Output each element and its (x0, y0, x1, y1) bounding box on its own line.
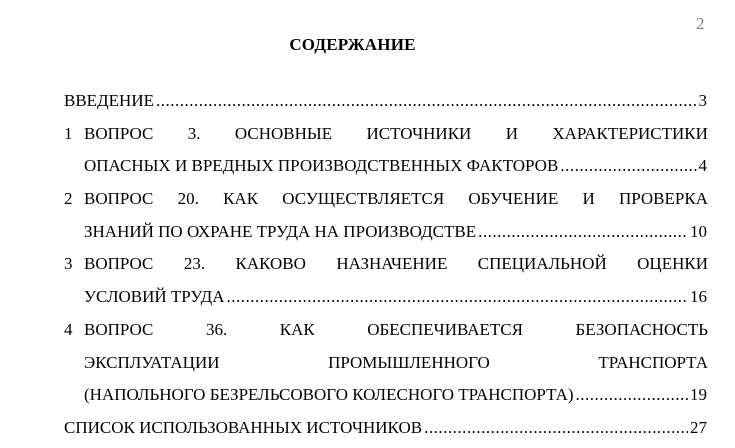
word: 3. (187, 123, 201, 143)
word: НАЗНАЧЕНИЕ (336, 254, 448, 274)
word: ВОПРОС (84, 123, 154, 143)
word: КАК (279, 319, 315, 339)
dot-leader (227, 284, 688, 310)
toc-entry-text (84, 251, 708, 277)
word: ОБЕСПЕЧИВАЕТСЯ (367, 319, 523, 339)
word: И (582, 189, 595, 209)
toc-entry-2-line-1[interactable] (64, 186, 707, 219)
dot-leader (576, 382, 688, 408)
word: ВОПРОС (84, 189, 154, 209)
dot-leader (478, 219, 688, 245)
word: ИСТОЧНИКИ (366, 123, 472, 143)
toc-entry-page: 3 (698, 91, 707, 110)
word: 23. (183, 254, 206, 274)
word: ВОПРОС (84, 254, 154, 274)
word: ПРОМЫШЛЕННОГО (328, 352, 490, 372)
toc-entry-4-line-1[interactable] (64, 317, 707, 350)
toc-entry-number: 2 (64, 189, 73, 209)
word: ЭКСПЛУАТАЦИИ (84, 352, 220, 372)
toc-entry-references[interactable] (64, 415, 707, 448)
toc-entry-text (84, 317, 708, 343)
word: ВОПРОС (84, 319, 154, 339)
dot-leader (560, 153, 696, 179)
toc-entry-text (84, 350, 708, 376)
toc-entry-3-line-2[interactable] (64, 284, 707, 317)
toc-entry-4-line-3[interactable] (64, 382, 707, 415)
word: КАК (223, 189, 259, 209)
toc-entry-page: 16 (690, 287, 707, 307)
page-number: 2 (696, 14, 705, 33)
word: ХАРАКТЕРИСТИКИ (552, 123, 708, 143)
toc-title: СОДЕРЖАНИЕ (289, 35, 416, 54)
word: ТРАНСПОРТА (598, 352, 708, 372)
toc-entry-2-line-2[interactable] (64, 219, 707, 252)
word: 36. (205, 319, 228, 339)
toc-entry-page: 19 (690, 385, 707, 405)
word: ОЦЕНКИ (637, 254, 708, 274)
table-of-contents (64, 88, 707, 448)
word: И (505, 123, 518, 143)
toc-entry-text: ОПАСНЫХ И ВРЕДНЫХ ПРОИЗВОДСТВЕННЫХ ФАКТОРОВ (84, 156, 559, 176)
toc-entry-number: 3 (64, 254, 73, 274)
word: ОБУЧЕНИЕ (468, 189, 559, 209)
toc-entry-introduction[interactable] (64, 88, 707, 121)
toc-entry-1-line-1[interactable] (64, 121, 707, 154)
toc-entry-text: ЗНАНИЙ ПО ОХРАНЕ ТРУДА НА ПРОИЗВОДСТВЕ (84, 221, 477, 241)
toc-entry-page: 4 (698, 156, 707, 176)
dot-leader (424, 415, 688, 441)
toc-entry-4-line-2[interactable] (64, 350, 707, 383)
dot-leader (156, 88, 697, 114)
word: ОСУЩЕСТВЛЯЕТСЯ (282, 189, 445, 209)
toc-entry-number: 1 (64, 123, 73, 143)
toc-entry-text: (НАПОЛЬНОГО БЕЗРЕЛЬСОВОГО КОЛЕСНОГО ТРАНСПОРТА) (84, 385, 574, 405)
toc-entry-page: 10 (690, 221, 707, 241)
toc-entry-text: ВВЕДЕНИЕ (64, 91, 154, 110)
toc-entry-text (84, 121, 708, 147)
toc-entry-text (84, 186, 708, 212)
toc-entry-3-line-1[interactable] (64, 251, 707, 284)
toc-entry-number: 4 (64, 319, 73, 339)
toc-entry-text: УСЛОВИЙ ТРУДА (84, 287, 225, 307)
word: КАКОВО (235, 254, 306, 274)
toc-entry-1-line-2[interactable] (64, 153, 707, 186)
word: БЕЗОПАСНОСТЬ (575, 319, 708, 339)
toc-entry-text: СПИСОК ИСПОЛЬЗОВАННЫХ ИСТОЧНИКОВ (64, 417, 423, 437)
toc-entry-page: 27 (690, 417, 707, 437)
word: ПРОВЕРКА (618, 189, 708, 209)
word: 20. (177, 189, 199, 209)
word: СПЕЦИАЛЬНОЙ (477, 254, 607, 274)
word: ОСНОВНЫЕ (234, 123, 333, 143)
